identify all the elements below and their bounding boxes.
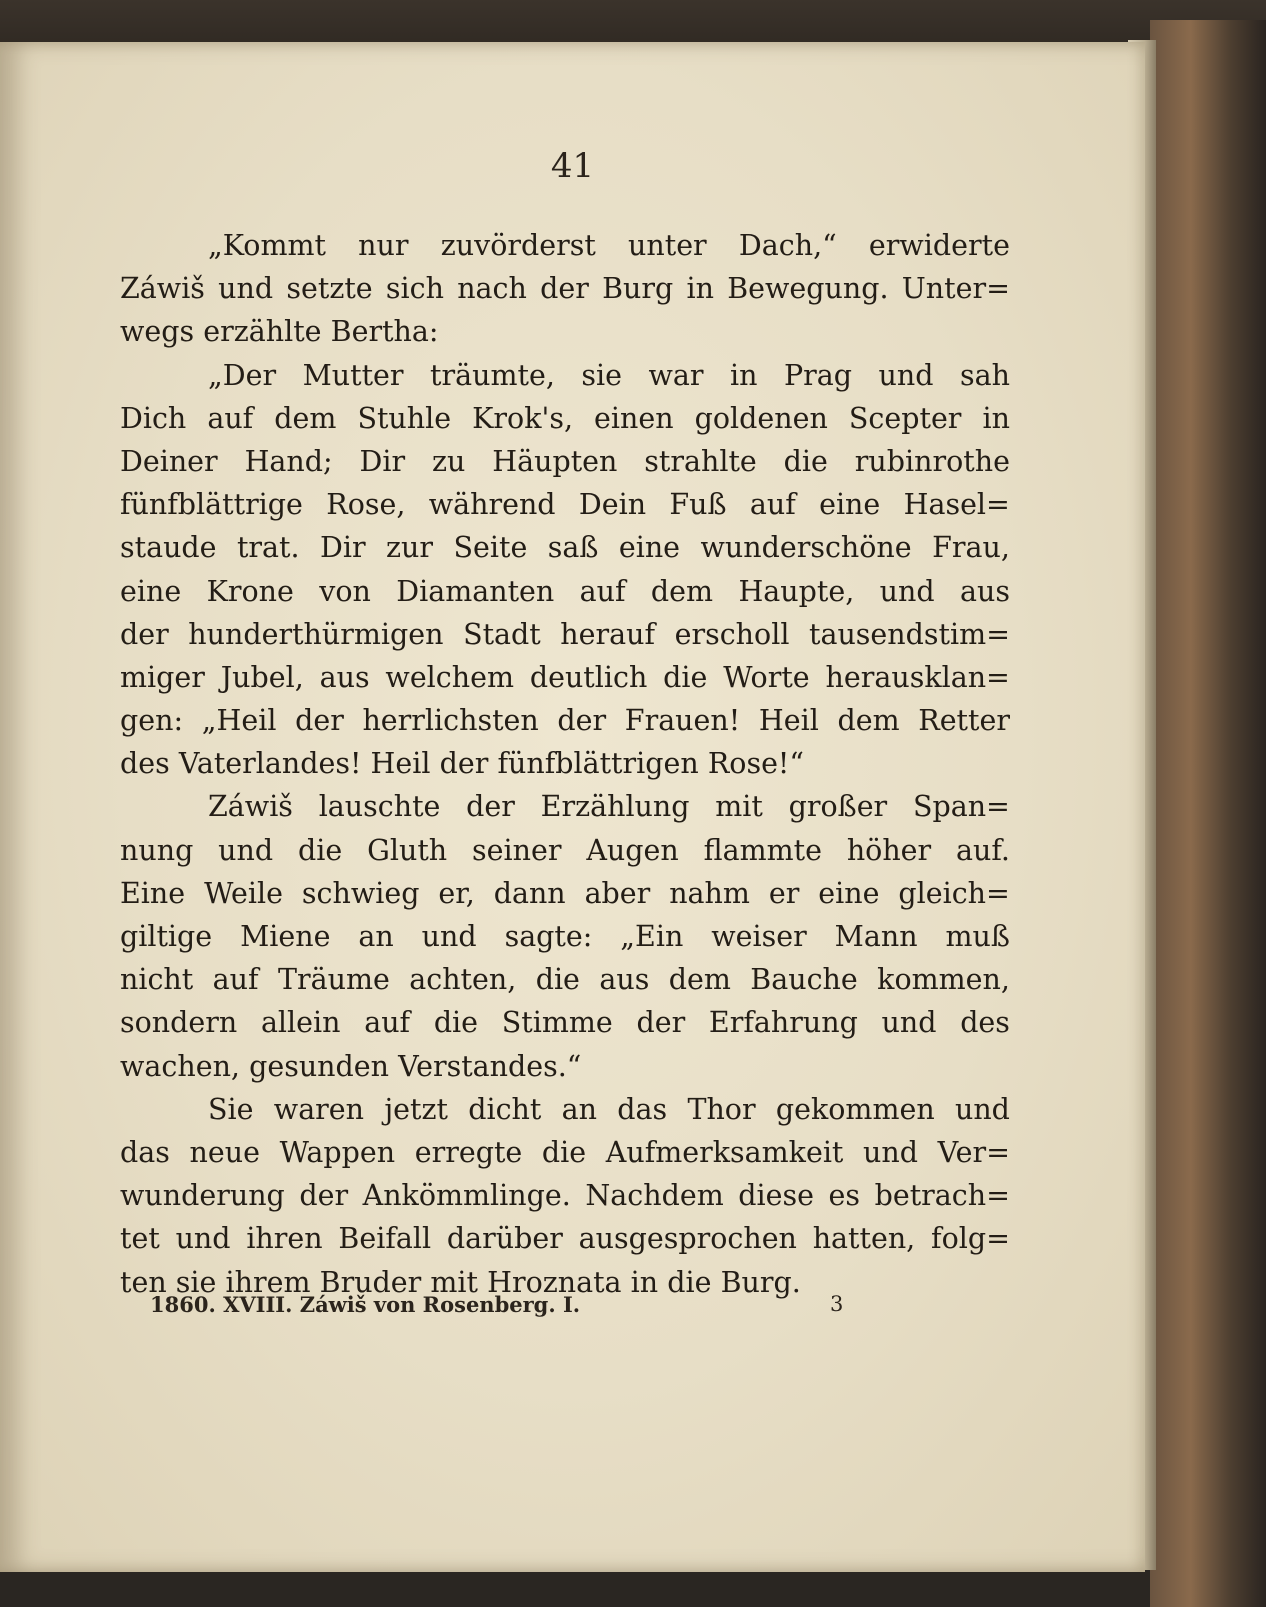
text-line: nung und die Gluth seiner Augen flammte höher auf.: [120, 833, 1010, 867]
text-line: „Kommt nur zuvörderst unter Dach,“ erwiderte: [208, 229, 1010, 262]
text-line: des Vaterlandes! Heil der fünfblättrigen Rose!“: [120, 747, 804, 781]
text-line: Eine Weile schwieg er, dann aber nahm er eine gleich=: [120, 876, 1010, 910]
text-line: Deiner Hand; Dir zu Häupten strahlte die rubinrothe: [120, 444, 1010, 478]
text-line: Záwiš lauschte der Erzählung mit großer Span=: [208, 790, 1010, 824]
text-line: der hunderthürmigen Stadt herauf erscholl tausendstim=: [120, 617, 1010, 651]
text-line: sondern allein auf die Stimme der Erfahrung und des: [120, 1006, 1010, 1040]
footer-signature: 1860. XVIII. Záwiš von Rosenberg. I.: [150, 1292, 581, 1317]
text-line: das neue Wappen erregte die Aufmerksamkeit und Ver=: [120, 1135, 1010, 1169]
text-line: staude trat. Dir zur Seite saß eine wunderschöne Frau,: [120, 531, 1010, 565]
book-page: [0, 42, 1145, 1572]
text-line: Sie waren jetzt dicht an das Thor gekommen und: [208, 1092, 1010, 1126]
text-line: eine Krone von Diamanten auf dem Haupte, und aus: [120, 574, 1010, 608]
text-line: „Der Mutter träumte, sie war in Prag und sah: [208, 358, 1010, 392]
text-line: gen: „Heil der herrlichsten der Frauen! Heil dem Retter: [120, 704, 1010, 738]
text-line: wegs erzählte Bertha:: [120, 315, 439, 349]
page-number: 41: [550, 146, 595, 186]
text-line: Záwiš und setzte sich nach der Burg in Bewegung. Unter=: [120, 272, 1010, 306]
text-line: giltige Miene an und sagte: „Ein weiser Mann muß: [120, 920, 1010, 953]
text-line: miger Jubel, aus welchem deutlich die Worte herausklan=: [120, 660, 1010, 694]
footer-sheet-number: 3: [830, 1292, 844, 1316]
text-line: wunderung der Ankömmlinge. Nachdem diese es betrach=: [120, 1179, 1010, 1213]
text-line: Dich auf dem Stuhle Krok's, einen goldenen Scepter in: [120, 401, 1010, 435]
text-line: wachen, gesunden Verstandes.“: [120, 1049, 582, 1083]
text-line: nicht auf Träume achten, die aus dem Bauche kommen,: [120, 963, 1010, 997]
text-line: ten sie ihrem Bruder mit Hroznata in die Burg.: [120, 1265, 801, 1299]
body-text: [120, 224, 1010, 1304]
book-binding-spine: [1150, 20, 1266, 1607]
text-line: tet und ihren Beifall darüber ausgesprochen hatten, folg=: [120, 1222, 1010, 1256]
text-line: fünfblättrige Rose, während Dein Fuß auf eine Hasel=: [120, 488, 1010, 522]
